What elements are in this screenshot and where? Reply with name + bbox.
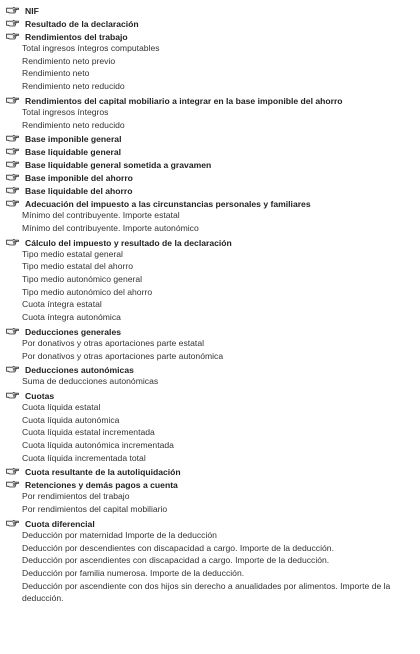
section-title[interactable]: Cuota resultante de la autoliquidación: [25, 467, 181, 478]
section-title[interactable]: Rendimientos del capital mobiliario a integrar en la base imponible del ahorro: [25, 95, 343, 106]
section-items: [22, 337, 414, 362]
pointing-hand-icon: [6, 32, 19, 40]
section-items: [22, 42, 414, 93]
section-title[interactable]: NIF: [25, 6, 39, 16]
tree-item[interactable]: Cuota íntegra estatal: [22, 299, 102, 310]
tree-section: [6, 467, 414, 477]
section-items: [22, 106, 414, 131]
pointing-hand-icon: [6, 147, 19, 155]
tree-item[interactable]: Mínimo del contribuyente. Importe autonómico: [22, 222, 199, 233]
tree-section: [6, 160, 414, 170]
tree-item[interactable]: Cuota líquida incrementada total: [22, 452, 146, 463]
tree-item[interactable]: Por donativos y otras aportaciones parte estatal: [22, 337, 205, 348]
tree-section: [6, 32, 414, 93]
tree-section: [6, 96, 414, 131]
tree-item[interactable]: Cuota líquida estatal: [22, 401, 101, 412]
pointing-hand-icon: [6, 467, 19, 475]
pointing-hand-icon: [6, 391, 19, 399]
section-title[interactable]: Base imponible del ahorro: [25, 173, 133, 184]
tree-section: [6, 238, 414, 324]
tree-item[interactable]: Tipo medio autonómico del ahorro: [22, 286, 153, 297]
pointing-hand-icon: [6, 365, 19, 373]
tree-item[interactable]: Tipo medio estatal general: [22, 248, 123, 259]
section-title[interactable]: Cálculo del impuesto y resultado de la declaración: [25, 237, 232, 248]
tree-section: [6, 19, 414, 29]
tree-section: [6, 365, 414, 388]
pointing-hand-icon: [6, 186, 19, 194]
section-title[interactable]: Cuota diferencial: [25, 518, 95, 529]
tree-section: [6, 173, 414, 183]
section-items: [22, 248, 414, 324]
tree-item[interactable]: Total ingresos íntegros: [22, 106, 109, 117]
tree-item[interactable]: Deducción por familia numerosa. Importe de la deducción.: [22, 567, 245, 578]
tree-section: [6, 6, 414, 16]
tree-item[interactable]: Cuota líquida autonómica incrementada: [22, 440, 174, 451]
tree-item[interactable]: Por rendimientos del capital mobiliario: [22, 504, 168, 515]
section-title[interactable]: Base imponible general: [25, 134, 122, 145]
tree-item[interactable]: Por rendimientos del trabajo: [22, 491, 130, 502]
section-items: [22, 375, 414, 388]
pointing-hand-icon: [6, 519, 19, 527]
pointing-hand-icon: [6, 480, 19, 488]
tree-item[interactable]: Rendimiento neto previo: [22, 55, 116, 66]
section-items: [22, 401, 414, 465]
section-title[interactable]: Cuotas: [25, 390, 55, 401]
tree-section: [6, 327, 414, 362]
tree-item[interactable]: Mínimo del contribuyente. Importe estatal: [22, 210, 180, 221]
section-title[interactable]: Base liquidable general: [25, 147, 121, 158]
section-title[interactable]: Base liquidable general sometida a gravamen: [25, 160, 212, 171]
tree-section: [6, 186, 414, 196]
tree-section: [6, 199, 414, 234]
tree-item[interactable]: Deducción por descendientes con discapacidad a cargo. Importe de la deducción.: [22, 542, 334, 553]
tree-item[interactable]: Deducción por ascendiente con dos hijos sin derecho a anualidades por alimentos. Importe de la deducción.: [22, 580, 391, 604]
section-title[interactable]: Resultado de la declaración: [25, 19, 139, 29]
section-title[interactable]: Retenciones y demás pagos a cuenta: [25, 480, 178, 491]
tree-section: [6, 480, 414, 515]
pointing-hand-icon: [6, 199, 19, 207]
section-title[interactable]: Deducciones autonómicas: [25, 365, 134, 376]
tree-item[interactable]: Rendimiento neto reducido: [22, 81, 125, 92]
pointing-hand-icon: [6, 160, 19, 168]
pointing-hand-icon: [6, 6, 19, 14]
tree-section: [6, 147, 414, 157]
tree-item[interactable]: Por donativos y otras aportaciones parte autonómica: [22, 350, 224, 361]
tree-item[interactable]: Rendimiento neto: [22, 68, 90, 79]
tree-item[interactable]: Cuota líquida autonómica: [22, 414, 120, 425]
section-items: [22, 529, 414, 605]
pointing-hand-icon: [6, 173, 19, 181]
section-items: [22, 490, 414, 515]
pointing-hand-icon: [6, 238, 19, 246]
pointing-hand-icon: [6, 134, 19, 142]
pointing-hand-icon: [6, 327, 19, 335]
pointing-hand-icon: [6, 96, 19, 104]
tree-section: [6, 134, 414, 144]
tree-item[interactable]: Deducción por ascendientes con discapacidad a cargo. Importe de la deducción.: [22, 555, 330, 566]
pointing-hand-icon: [6, 19, 19, 27]
tree-item[interactable]: Cuota líquida estatal incrementada: [22, 427, 155, 438]
tree-section: [6, 519, 414, 605]
tree-item[interactable]: Tipo medio autonómico general: [22, 274, 143, 285]
section-items: [22, 209, 414, 234]
tree-item[interactable]: Suma de deducciones autonómicas: [22, 376, 159, 387]
section-title[interactable]: Deducciones generales: [25, 326, 122, 337]
section-title[interactable]: Adecuación del impuesto a las circunstancias personales y familiares: [25, 199, 311, 210]
tree-item[interactable]: Total ingresos íntegros computables: [22, 43, 160, 53]
tree-item[interactable]: Tipo medio estatal del ahorro: [22, 261, 133, 272]
section-title[interactable]: Rendimientos del trabajo: [25, 32, 128, 42]
section-title[interactable]: Base liquidable del ahorro: [25, 186, 133, 197]
tree-item[interactable]: Rendimiento neto reducido: [22, 119, 125, 130]
tree-item[interactable]: Deducción por maternidad Importe de la deducción: [22, 529, 217, 540]
tree-section: [6, 391, 414, 465]
tree-item[interactable]: Cuota íntegra autonómica: [22, 312, 121, 323]
